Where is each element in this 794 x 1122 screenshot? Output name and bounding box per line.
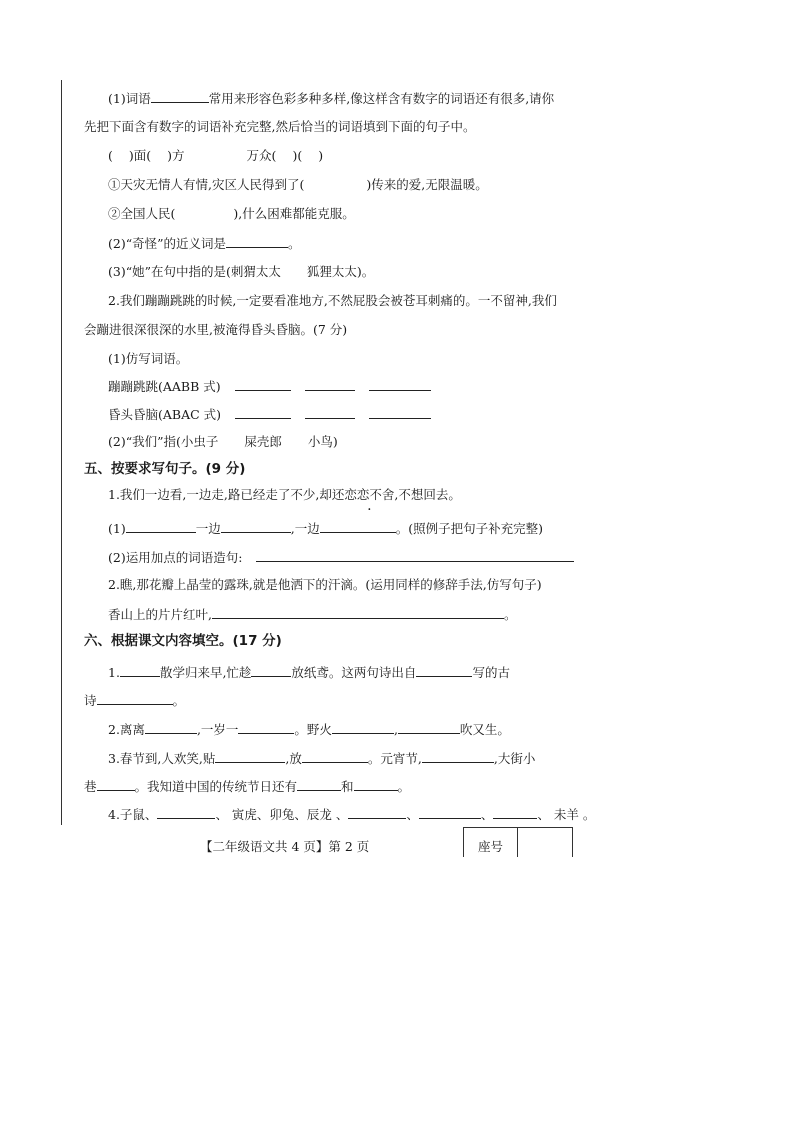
answer-blank[interactable]	[256, 549, 574, 562]
aabb-row	[108, 378, 431, 395]
answer-blank[interactable]	[235, 406, 291, 419]
answer-blank[interactable]	[332, 721, 394, 734]
answer-blank[interactable]	[297, 778, 341, 791]
question-text: 4.子鼠、	[108, 807, 158, 822]
answer-blank[interactable]	[493, 806, 537, 819]
answer-blank[interactable]	[126, 520, 196, 533]
question-text: 。	[172, 693, 186, 708]
question-text: 和	[341, 779, 354, 794]
imitate-words-label	[108, 351, 188, 367]
choice-option: 屎壳郎	[244, 434, 282, 449]
answer-blank[interactable]	[398, 721, 460, 734]
idiom-part: )(	[292, 148, 303, 163]
question-text: 1.我们一边看,一边走,路已经走了不少,却还	[108, 487, 345, 502]
question-text: 。	[397, 779, 411, 794]
question-text: 。	[288, 236, 301, 251]
sentence-text: ),什么困难都能克服。	[233, 206, 355, 221]
question-2-synonym	[108, 235, 301, 252]
seat-number-label: 座号	[478, 839, 504, 854]
answer-blank[interactable]	[348, 806, 406, 819]
question-text: 狐狸太太)。	[306, 264, 375, 279]
question-text: 2.离离	[108, 722, 145, 737]
sentence-2	[108, 206, 355, 222]
question-text: 写的古	[472, 665, 510, 680]
answer-blank[interactable]	[212, 606, 504, 619]
sec5-q1-line	[108, 487, 461, 503]
sentence-text: ②全国人民(	[108, 206, 176, 221]
question-text: (3)“她”在句中指的是(刺猬太太	[108, 264, 281, 279]
answer-blank[interactable]	[320, 520, 396, 533]
sec5-fill-2	[108, 549, 574, 566]
question-text: 。我知道中国的传统节日还有	[134, 779, 298, 794]
section-5-heading: 五、按要求写句子。(9 分)	[84, 461, 246, 477]
number-idiom-fill	[108, 148, 323, 164]
word-pattern-label: 昏头昏脑(ABAC 式)	[108, 407, 222, 422]
answer-blank[interactable]	[305, 406, 355, 419]
choice-option: 小鸟)	[307, 434, 338, 449]
answer-blank[interactable]	[97, 778, 135, 791]
question-text: ,一边	[290, 521, 320, 536]
passage-2-line-1	[108, 293, 557, 309]
idiom-part: )方	[167, 148, 185, 163]
answer-blank[interactable]	[416, 664, 472, 677]
question-text: 、	[406, 807, 419, 822]
answer-blank[interactable]	[97, 692, 173, 705]
question-text: 巷	[84, 779, 97, 794]
question-text: ,大街小	[493, 751, 536, 766]
sec5-q2-line	[108, 577, 542, 593]
question-text: 1.	[108, 665, 120, 680]
answer-blank[interactable]	[302, 750, 368, 763]
question-text: 先把下面含有数字的词语补充完整,然后恰当的词语填到下面的句子中。	[84, 119, 476, 134]
answer-blank[interactable]	[157, 806, 215, 819]
idiom-part: 万众(	[246, 148, 277, 163]
sec5-q2-answer	[108, 606, 517, 623]
question-text: ,一岁一	[196, 722, 239, 737]
women-refers-row	[108, 434, 338, 450]
question-text: 常用来形容色彩多种多样,像这样含有数字的词语还有很多,请你	[208, 91, 555, 106]
sentence-text: )传来的爱,无限温暖。	[366, 177, 488, 192]
answer-blank[interactable]	[251, 664, 291, 677]
answer-blank[interactable]	[215, 750, 285, 763]
answer-blank[interactable]	[369, 378, 431, 391]
question-text: 。野火	[294, 722, 332, 737]
passage-2-line-2	[84, 322, 347, 338]
question-text: (2)运用加点的词语造句:	[108, 550, 243, 565]
answer-blank[interactable]	[422, 750, 494, 763]
answer-blank[interactable]	[120, 664, 160, 677]
answer-blank[interactable]	[238, 721, 294, 734]
question-text: 吹又生。	[459, 722, 510, 737]
question-text: 一边	[195, 521, 221, 536]
sec6-line-3	[108, 750, 535, 767]
section-6-heading: 六、根据课文内容填空。(17 分)	[84, 633, 282, 649]
passage-text: 2.我们蹦蹦跳跳的时候,一定要看准地方,不然屁股会被苍耳刺痛的。一不留神,我们	[108, 293, 557, 308]
question-text: 、	[480, 807, 494, 822]
question-text: 散学归来早,忙趁	[159, 665, 252, 680]
sec6-line-1	[108, 664, 510, 681]
sentence-1	[108, 177, 488, 193]
sec6-line-4	[108, 806, 595, 823]
question-1-line	[108, 90, 554, 107]
sec6-line-3-cont	[84, 778, 410, 795]
passage-text: 会蹦进很深很深的水里,被淹得昏头昏脑。(7 分)	[84, 322, 348, 337]
binding-margin-line	[61, 80, 62, 825]
question-text: ,放	[285, 751, 302, 766]
answer-blank[interactable]	[151, 90, 209, 103]
seat-box-divider	[517, 827, 518, 857]
idiom-part: )面(	[128, 148, 152, 163]
question-1-line-2	[84, 119, 475, 135]
question-text: (2)“奇怪”的近义词是	[108, 236, 226, 251]
question-text: 诗	[84, 693, 97, 708]
question-text: 。	[503, 607, 517, 622]
dotted-word: 恋恋不舍	[344, 487, 395, 502]
question-text: 放纸鸢。这两句诗出自	[291, 665, 417, 680]
question-text: 3.春节到,人欢笑,贴	[108, 751, 216, 766]
page-footer: 【二年级语文共 4 页】第 2 页	[200, 839, 370, 854]
answer-blank[interactable]	[354, 778, 398, 791]
question-text: 2.瞧,那花瓣上晶莹的露珠,就是他洒下的汗滴。(运用同样的修辞手法,仿写句子)	[108, 577, 542, 592]
question-text: 、 寅虎、卯兔、辰龙 、	[215, 807, 349, 822]
question-text: ,	[393, 722, 398, 737]
question-3-she	[108, 264, 374, 280]
answer-blank[interactable]	[305, 378, 355, 391]
question-text: (2)“我们”指(小虫子	[108, 434, 219, 449]
paren: (	[108, 148, 113, 163]
question-text: 。元宵节,	[367, 751, 422, 766]
sec5-fill-1	[108, 520, 543, 537]
answer-blank[interactable]	[235, 378, 291, 391]
sec6-line-2	[108, 721, 510, 738]
question-text: 、 未羊 。	[537, 807, 596, 822]
answer-blank[interactable]	[226, 235, 288, 248]
sentence-text: ①天灾无情人有情,灾区人民得到了(	[108, 177, 305, 192]
question-text: (1)	[108, 521, 126, 536]
abac-row	[108, 406, 431, 423]
paren: )	[318, 148, 324, 163]
answer-blank[interactable]	[221, 520, 291, 533]
answer-blank[interactable]	[145, 721, 197, 734]
question-text: (1)词语	[108, 91, 151, 106]
answer-blank[interactable]	[419, 806, 481, 819]
question-text: (1)仿写词语。	[108, 351, 189, 366]
sec6-line-1-cont	[84, 692, 185, 709]
question-text: 香山上的片片红叶,	[108, 607, 212, 622]
word-pattern-label: 蹦蹦跳跳(AABB 式)	[108, 379, 221, 394]
answer-blank[interactable]	[369, 406, 431, 419]
question-text: ,不想回去。	[394, 487, 461, 502]
question-text: 。(照例子把句子补充完整)	[395, 521, 543, 536]
